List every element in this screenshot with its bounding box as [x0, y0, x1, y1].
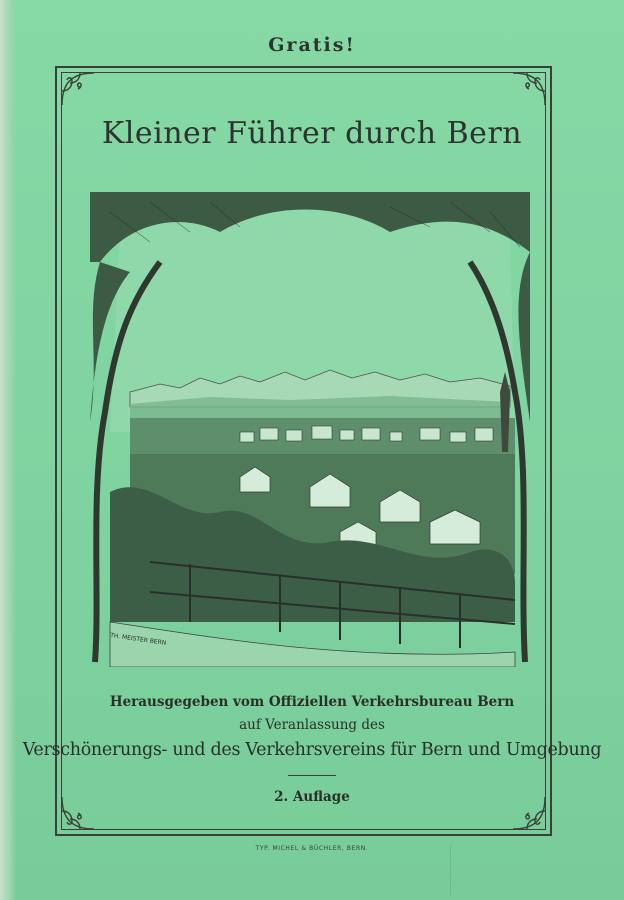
- paper-fold: [450, 845, 451, 895]
- publisher-line: Herausgegeben vom Offiziellen Verkehrsbureau Bern: [109, 694, 515, 710]
- gratis-label: Gratis!: [268, 34, 356, 56]
- svg-text:TH. MEISTER BERN: TH. MEISTER BERN: [109, 632, 167, 647]
- commission-line: auf Veranlassung des: [239, 717, 385, 733]
- society-line: Verschönerungs- und des Verkehrsvereins für Bern und Umgebung: [22, 740, 602, 760]
- printer-imprint: TYP. MICHEL & BÜCHLER, BERN.: [255, 845, 369, 852]
- page-title: Kleiner Führer durch Bern: [101, 116, 523, 151]
- edition-label: 2. Auflage: [274, 789, 350, 805]
- ornament-top-right-icon: [509, 69, 549, 109]
- ornament-top-left-icon: [58, 69, 98, 109]
- engraving-illustration: [90, 192, 530, 667]
- divider-rule: [288, 775, 336, 776]
